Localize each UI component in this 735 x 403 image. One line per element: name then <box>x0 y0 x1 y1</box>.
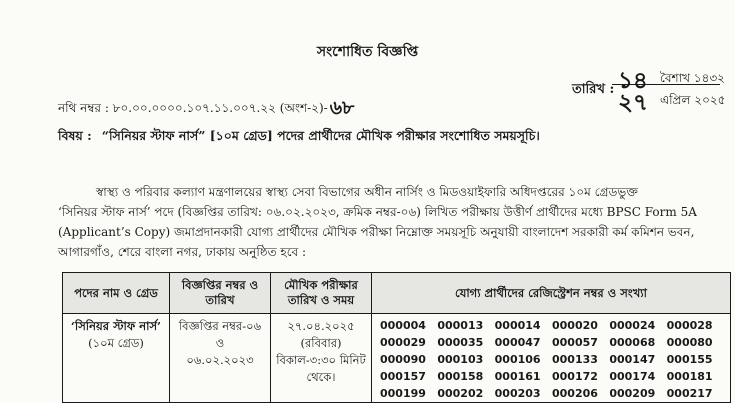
cell-advertisement <box>170 314 271 403</box>
registration-number: 000013 <box>437 319 484 332</box>
memo-handwritten-number: ৬৮ <box>329 97 355 119</box>
cell-registration-numbers <box>372 314 731 403</box>
registration-number: 000217 <box>666 387 713 400</box>
registration-number: 000181 <box>666 370 713 383</box>
registration-number: 000199 <box>380 387 426 400</box>
registration-number: 000209 <box>609 387 656 400</box>
body-line: (Applicant’s Copy) জমাপ্রদানকারী যোগ্য প্রার্থীদের মৌখিক পরীক্ষা নিম্নোক্ত সময়সূচি অনুযায়ী বাংলাদেশ সরকারী কর্ম কমিশন ভবন, <box>58 225 695 239</box>
registration-number: 000103 <box>437 353 484 366</box>
cell-line: (রবিবার) <box>300 336 342 350</box>
body-line: স্বাস্থ্য ও পরিবার কল্যাণ মন্ত্রণালয়ের স্বাস্থ্য সেবা বিভাগের অধীন নার্সিং ও মিডওয়াইফারি অধিদপ্তরের ১০ম গ্রেডভুক্ত <box>96 185 638 199</box>
cell-line: থেকে। <box>306 370 336 384</box>
table-header-row <box>63 273 731 314</box>
memo-number-text: নথি নম্বর : ৮০.০০.০০০০.১০৭.১১.০০৭.২২ (অংশ-২)- <box>58 101 328 115</box>
viva-schedule-table <box>62 272 731 403</box>
registration-number: 000047 <box>494 336 541 349</box>
registration-number: 000020 <box>551 319 598 332</box>
subject-text: “সিনিয়র স্টাফ নার্স” [১০ম গ্রেড] পদের প্রার্থীদের মৌখিক পরীক্ষার সংশোধিত সময়সূচি। <box>101 128 540 143</box>
registration-number: 000029 <box>380 336 426 349</box>
registration-number: 000157 <box>380 370 426 383</box>
registration-number-grid <box>372 314 730 402</box>
registration-number: 000035 <box>437 336 484 349</box>
date-label: তারিখ : <box>572 82 615 97</box>
cell-line: ২৭.০৪.২০২৫ <box>287 319 355 333</box>
registration-number: 000172 <box>551 370 598 383</box>
registration-number: 000202 <box>437 387 484 400</box>
registration-number: 000068 <box>609 336 656 349</box>
cell-line: তারিখ <box>205 293 235 307</box>
date-day-english: ২৭ <box>618 89 648 116</box>
registration-number: 000206 <box>551 387 598 400</box>
date-month-english: এপ্রিল ২০২৫ <box>660 93 726 107</box>
cell-line: বিকাল-৩:৩০ মিনিট <box>276 353 366 367</box>
registration-number: 000090 <box>380 353 426 366</box>
date-month-bangla: বৈশাখ ১৪৩২ <box>660 71 725 85</box>
notice-title: সংশোধিত বিজ্ঞপ্তি <box>316 44 419 60</box>
memo-number <box>58 92 354 124</box>
body-line: ‘সিনিয়র স্টাফ নার্স’ পদে (বিজ্ঞপ্তির তারিখ: ০৬.০২.২০২৩, ক্রমিক নম্বর-০৬) লিখিত পরীক্ষায় উত্তীর্ণ প্রার্থীদের মধ্যে BPSC Form 5A <box>58 205 697 219</box>
subject-label: বিষয় : <box>58 128 92 143</box>
cell-viva-date-time <box>271 314 372 403</box>
registration-number: 000158 <box>437 370 484 383</box>
registration-number: 000004 <box>380 319 426 332</box>
registration-number: 000080 <box>666 336 713 349</box>
table-row <box>63 314 731 403</box>
registration-number: 000024 <box>609 319 656 332</box>
registration-number: 000147 <box>609 353 656 366</box>
registration-number: 000028 <box>666 319 713 332</box>
header-viva-date-time <box>271 273 372 314</box>
registration-number: 000133 <box>551 353 598 366</box>
cell-line: যোগ্য প্রার্থীদের রেজিস্ট্রেশন নম্বর ও সংখ্যা <box>455 285 647 300</box>
date-day-bangla: ১৪ <box>618 67 648 94</box>
registration-number: 000203 <box>494 387 541 400</box>
header-advertisement <box>170 273 271 314</box>
cell-line: ‘সিনিয়র স্টাফ নার্স’ <box>70 319 162 333</box>
cell-post-name <box>63 314 170 403</box>
body-line: আগারগাঁও, শেরে বাংলা নগর, ঢাকায় অনুষ্ঠিত হবে : <box>58 245 307 259</box>
header-post-name <box>63 273 170 314</box>
registration-number: 000174 <box>609 370 656 383</box>
cell-line: পদের নাম ও গ্রেড <box>74 285 158 300</box>
cell-line: তারিখ ও সময় <box>287 293 355 307</box>
cell-line: ০৬.০২.২০২৩ <box>186 353 254 367</box>
registration-number: 000106 <box>494 353 541 366</box>
cell-line: বিজ্ঞপ্তির নম্বর ও <box>181 278 259 292</box>
cell-line: বিজ্ঞপ্তির নম্বর-০৬ <box>178 319 262 333</box>
cell-line: (১০ম গ্রেড) <box>88 336 144 350</box>
subject-line <box>58 128 540 148</box>
registration-number: 000155 <box>666 353 713 366</box>
cell-line: ও <box>215 336 225 350</box>
registration-number: 000057 <box>551 336 598 349</box>
cell-line: মৌখিক পরীক্ষার <box>284 278 358 292</box>
registration-number: 000161 <box>494 370 541 383</box>
body-paragraph <box>58 182 730 262</box>
registration-number: 000014 <box>494 319 541 332</box>
header-registration-numbers <box>372 273 731 314</box>
